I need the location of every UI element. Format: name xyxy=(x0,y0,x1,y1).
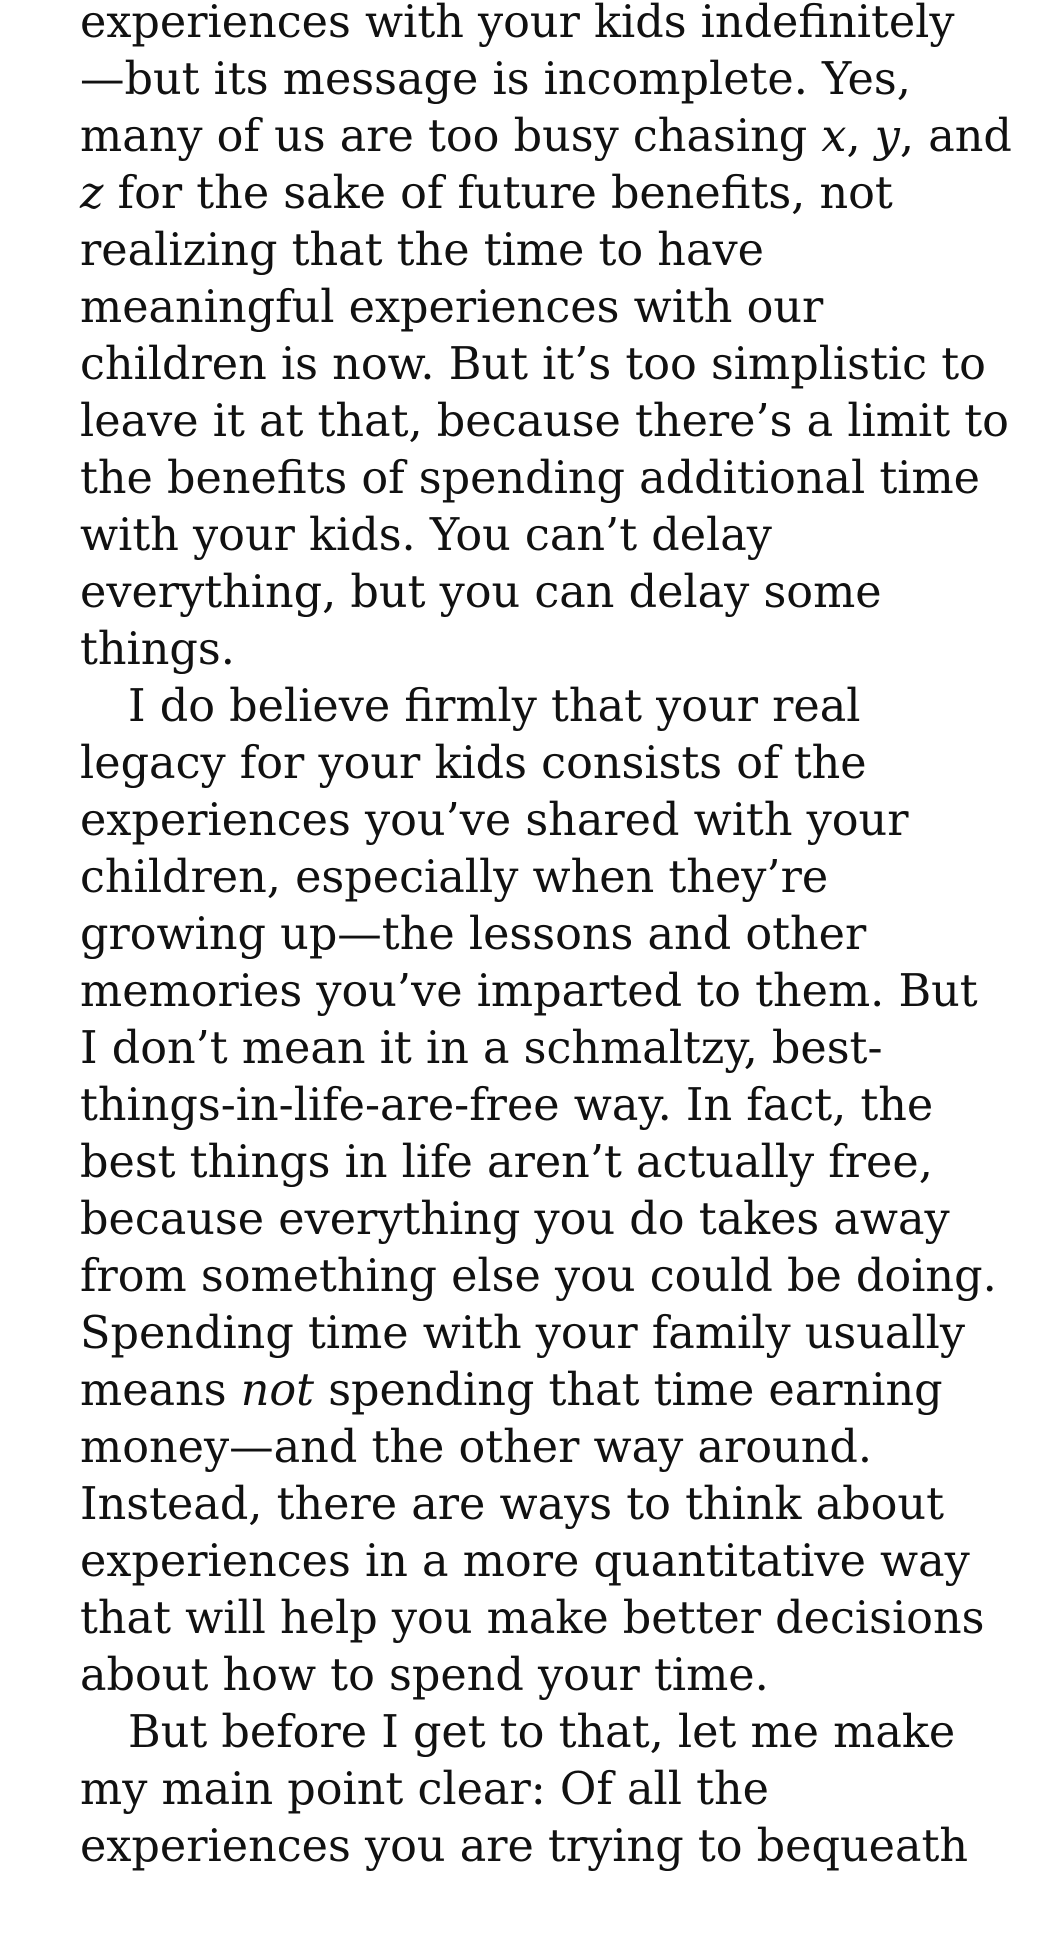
text-line xyxy=(80,963,1020,1020)
text-run: —but its message is incomplete. Yes, xyxy=(80,54,911,105)
text-run: children is now. But it’s too simplistic to xyxy=(80,339,986,390)
text-line xyxy=(80,1134,1020,1191)
paragraph xyxy=(80,0,1020,678)
text-line xyxy=(80,1248,1020,1305)
text-line xyxy=(80,1419,1020,1476)
text-run: for the sake of future benefits, not xyxy=(103,168,893,219)
text-run: things-in-life-are-free way. In fact, the xyxy=(80,1080,934,1131)
text-line xyxy=(80,450,1020,507)
text-run: about how to spend your time. xyxy=(80,1650,769,1701)
text-run: Spending time with your family usually xyxy=(80,1308,966,1359)
book-text-column xyxy=(80,0,1020,1875)
text-run: meaningful experiences with our xyxy=(80,282,824,333)
text-line xyxy=(80,735,1020,792)
text-line xyxy=(80,279,1020,336)
text-run: means xyxy=(80,1365,241,1416)
text-line xyxy=(80,1305,1020,1362)
text-run: I don’t mean it in a schmaltzy, best- xyxy=(80,1023,883,1074)
text-run: because everything you do takes away xyxy=(80,1194,950,1245)
text-line xyxy=(80,0,1020,51)
text-run: But before I get to that, let me make xyxy=(128,1707,956,1758)
text-line xyxy=(80,222,1020,279)
text-line xyxy=(80,1020,1020,1077)
text-line xyxy=(80,1704,1020,1761)
text-run: legacy for your kids consists of the xyxy=(80,738,867,789)
text-line xyxy=(80,906,1020,963)
text-line xyxy=(80,1476,1020,1533)
text-line xyxy=(80,1761,1020,1818)
text-run: experiences you’ve shared with your xyxy=(80,795,909,846)
text-line xyxy=(80,849,1020,906)
italic-text-run: not xyxy=(240,1365,315,1416)
text-run: leave it at that, because there’s a limit to xyxy=(80,396,1009,447)
text-line xyxy=(80,108,1020,165)
text-line xyxy=(80,1077,1020,1134)
text-run: spending that time earning xyxy=(314,1365,943,1416)
text-line xyxy=(80,1590,1020,1647)
text-line xyxy=(80,336,1020,393)
text-run: I do believe firmly that your real xyxy=(128,681,861,732)
italic-text-run: z xyxy=(80,168,104,219)
text-run: everything, but you can delay some xyxy=(80,567,882,618)
text-run: , xyxy=(846,111,875,162)
text-line xyxy=(80,621,1020,678)
text-run: that will help you make better decisions xyxy=(80,1593,985,1644)
text-run: memories you’ve imparted to them. But xyxy=(80,966,978,1017)
text-run: best things in life aren’t actually free, xyxy=(80,1137,933,1188)
italic-text-run: y xyxy=(874,111,900,162)
italic-text-run: x xyxy=(821,111,847,162)
text-line xyxy=(80,165,1020,222)
text-line xyxy=(80,1362,1020,1419)
text-run: realizing that the time to have xyxy=(80,225,764,276)
paragraph xyxy=(80,1704,1020,1875)
text-line xyxy=(80,393,1020,450)
text-line xyxy=(80,1647,1020,1704)
text-run: the benefits of spending additional time xyxy=(80,453,980,504)
text-run: money—and the other way around. xyxy=(80,1422,873,1473)
text-run: many of us are too busy chasing xyxy=(80,111,822,162)
text-run: experiences with your kids indefinitely xyxy=(80,0,955,48)
text-run: experiences in a more quantitative way xyxy=(80,1536,970,1587)
text-run: growing up—the lessons and other xyxy=(80,909,867,960)
text-line xyxy=(80,507,1020,564)
text-run: children, especially when they’re xyxy=(80,852,829,903)
text-line xyxy=(80,678,1020,735)
text-line xyxy=(80,564,1020,621)
text-line xyxy=(80,1191,1020,1248)
text-run: my main point clear: Of all the xyxy=(80,1764,769,1815)
text-run: with your kids. You can’t delay xyxy=(80,510,772,561)
text-run: things. xyxy=(80,624,235,675)
text-line xyxy=(80,51,1020,108)
text-run: experiences you are trying to bequeath xyxy=(80,1821,969,1872)
text-run: Instead, there are ways to think about xyxy=(80,1479,944,1530)
text-run: from something else you could be doing. xyxy=(80,1251,997,1302)
text-line xyxy=(80,792,1020,849)
text-run: , and xyxy=(899,111,1012,162)
text-line xyxy=(80,1818,1020,1875)
paragraph xyxy=(80,678,1020,1704)
text-line xyxy=(80,1533,1020,1590)
